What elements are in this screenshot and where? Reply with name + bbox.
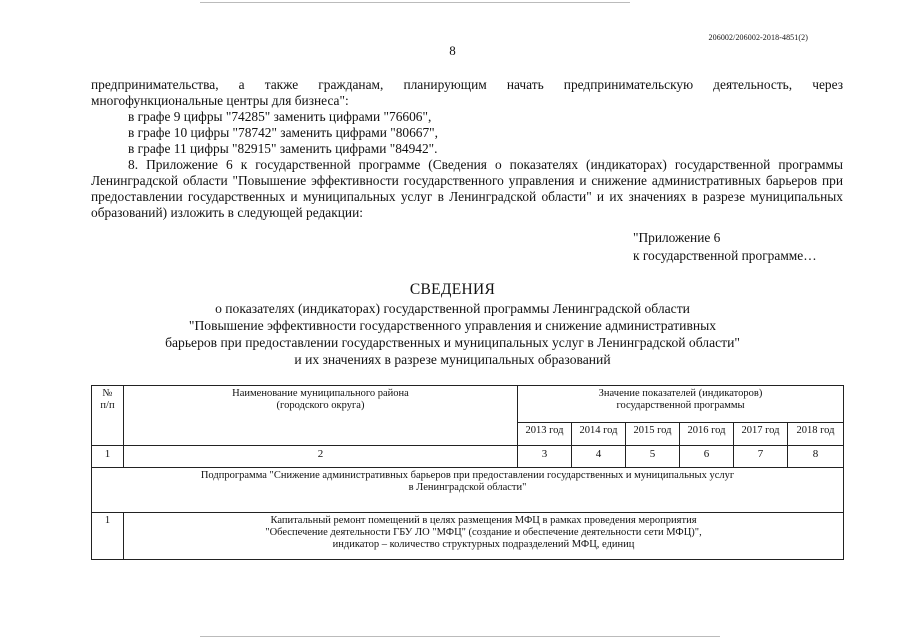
header-year: 2016 год bbox=[680, 423, 734, 446]
header-number: № п/п bbox=[92, 386, 124, 446]
header-year: 2013 год bbox=[518, 423, 572, 446]
header-district-name: Наименование муниципального района (городского округа) bbox=[124, 386, 518, 446]
header-year: 2018 год bbox=[788, 423, 844, 446]
table-row bbox=[92, 513, 844, 560]
subtitle-line: о показателях (индикаторах) государственной программы Ленинградской области bbox=[215, 301, 690, 316]
column-index: 4 bbox=[572, 446, 626, 468]
column-index: 5 bbox=[626, 446, 680, 468]
indicators-table bbox=[91, 385, 844, 560]
paragraph-amendment-2: в графе 10 цифры "78742" заменить цифрами "80667", bbox=[128, 125, 438, 140]
paragraph-continuation: предпринимательства, а также гражданам, планирующим начать предпринимательскую деятельность, через многофункциональные центры для бизнеса": bbox=[91, 77, 843, 108]
indicator-number: 1 bbox=[92, 513, 124, 560]
paragraph-item-8: 8. Приложение 6 к государственной программе (Сведения о показателях (индикаторах) государственной программы Ленинградской области "Повышение эффективности государственного управления и снижение административных барьеров при предоставлении государственных и муниципальных услуг в Ленинградской области" и их значениях в разрезе муниципальных образований) изложить в следующей редакции: bbox=[91, 157, 843, 220]
subprogram-title: Подпрограмма "Снижение административных барьеров при предоставлении государственных и муниципальных услуг в Ленинградской области" bbox=[92, 468, 844, 513]
header-year: 2017 год bbox=[734, 423, 788, 446]
header-year: 2015 год bbox=[626, 423, 680, 446]
scan-artifact-bottom bbox=[200, 636, 720, 637]
body-text bbox=[91, 77, 843, 221]
document-id: 206002/206002-2018-4851(2) bbox=[708, 33, 808, 42]
subtitle-line: барьеров при предоставлении государственных и муниципальных услуг в Ленинградской области" bbox=[165, 335, 740, 350]
appendix-line-1: "Приложение 6 bbox=[633, 230, 721, 245]
column-index: 3 bbox=[518, 446, 572, 468]
page-number: 8 bbox=[449, 43, 456, 58]
column-index: 8 bbox=[788, 446, 844, 468]
scan-artifact-top bbox=[200, 2, 630, 3]
column-index: 7 bbox=[734, 446, 788, 468]
column-index: 2 bbox=[124, 446, 518, 468]
table-row bbox=[92, 446, 844, 468]
column-index: 1 bbox=[92, 446, 124, 468]
subtitle-line: и их значениях в разрезе муниципальных образований bbox=[294, 352, 611, 367]
section-title: СВЕДЕНИЯ bbox=[409, 281, 496, 298]
column-index: 6 bbox=[680, 446, 734, 468]
table-row bbox=[92, 468, 844, 513]
subtitle-line: "Повышение эффективности государственного управления и снижение административных bbox=[188, 318, 717, 333]
paragraph-amendment-3: в графе 11 цифры "82915" заменить цифрами "84942". bbox=[128, 141, 438, 156]
appendix-line-2: к государственной программе… bbox=[633, 248, 817, 263]
section-subtitle bbox=[0, 300, 905, 368]
header-year: 2014 год bbox=[572, 423, 626, 446]
header-indicator-values: Значение показателей (индикаторов) государственной программы bbox=[518, 386, 844, 423]
paragraph-amendment-1: в графе 9 цифры "74285" заменить цифрами "76606", bbox=[128, 109, 432, 124]
indicator-description: Капитальный ремонт помещений в целях размещения МФЦ в рамках проведения мероприятия "Обеспечение деятельности ГБУ ЛО "МФЦ" (создание и обеспечение деятельности сети МФЦ)", индикатор – количество структурных подразделений МФЦ, единиц bbox=[124, 513, 844, 560]
